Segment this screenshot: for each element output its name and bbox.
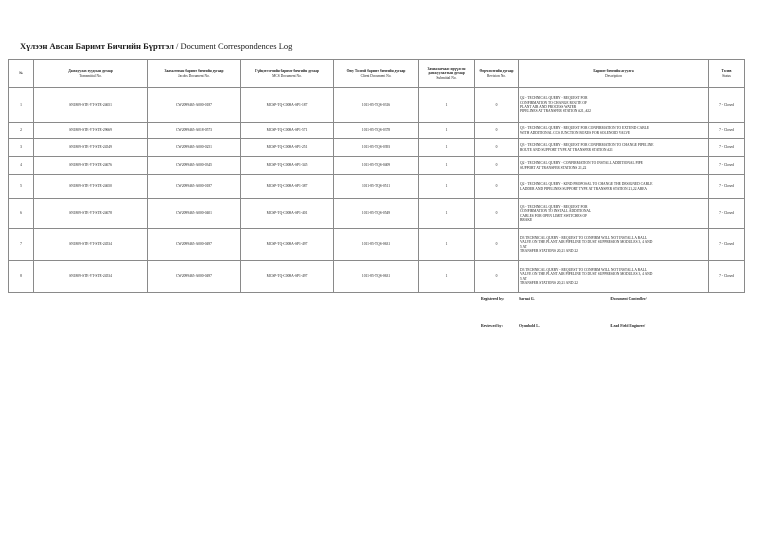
cell-status: 7 - Closed xyxy=(709,123,745,139)
table-row xyxy=(9,229,745,261)
description-line: 5 AT xyxy=(520,244,527,249)
cell-jacobs-doc: CW2099465-A000-0187 xyxy=(148,175,241,199)
cell-no: 5 xyxy=(9,175,34,199)
col-header-client-doc: Оюу Толгой баримт бичгийн дугаар Client Document No. xyxy=(334,60,419,88)
cell-submittal: 1 xyxy=(419,229,475,261)
description-line: D3 TECHNICAL QUERY - REQUEST TO CONFIRM WILL NOT INSTALL A BALL xyxy=(520,235,648,240)
table-row xyxy=(9,88,745,123)
description-line: VALVE ON THE PLANT AIR PIPELINE TO DUST SUPPRESION MODULES 3, 4 AND xyxy=(520,240,653,245)
cell-mcs-doc: MCSP-TQ-C008A-SP1-401 xyxy=(241,199,334,229)
cell-no: 6 xyxy=(9,199,34,229)
cell-jacobs-doc: CW2099465-A000-0497 xyxy=(148,261,241,293)
reviewed-by-role: /Lead Field Engineer/ xyxy=(610,324,646,328)
cell-jacobs-doc: CW2099465-A000-0345 xyxy=(148,157,241,175)
cell-description xyxy=(519,123,709,139)
cell-transmittal: SN1809-STE-VT-STE-24549 xyxy=(34,139,148,157)
cell-status: 7 - Closed xyxy=(709,175,745,199)
cell-client-doc: 1011-85-TQS-0316 xyxy=(334,88,419,123)
cell-revision: 0 xyxy=(475,229,519,261)
cell-jacobs-doc: CW2099465-A000-0187 xyxy=(148,88,241,123)
header-row xyxy=(9,60,745,88)
description-line: PIPELINES AT TRANSFER STATION #21, #22 xyxy=(520,109,591,114)
description-line: WITH ADDITIONAL CCS JUNCTION BOXES FOR SOLENOID VALVE xyxy=(520,130,631,135)
cell-status: 7 - Closed xyxy=(709,157,745,175)
cell-revision: 0 xyxy=(475,199,519,229)
cell-submittal: 1 xyxy=(419,88,475,123)
col-header-submittal: Захиалагчаас ирүүлсэн дамжуулалтын дугаар Submittal No. xyxy=(419,60,475,88)
description-line: Q3 - TECHNICAL QUERY - REQUEST FOR xyxy=(520,204,588,209)
cell-submittal: 1 xyxy=(419,139,475,157)
col-header-revision: Өөрчлөлтийн дугаар Revision No. xyxy=(475,60,519,88)
page-title xyxy=(20,41,292,51)
col-header-description: Баримт бичгийн агуулга Description xyxy=(519,60,709,88)
cell-description xyxy=(519,175,709,199)
cell-mcs-doc: MCSP-TQ-C008A-SP1-387 xyxy=(241,175,334,199)
cell-client-doc: 1011-85-TQS-0631 xyxy=(334,261,419,293)
cell-submittal: 1 xyxy=(419,123,475,139)
description-line: TRANSFER STATIONS 20,21 AND 22 xyxy=(520,248,578,253)
cell-revision: 0 xyxy=(475,88,519,123)
cell-client-doc: 1011-85-TQS-0378 xyxy=(334,123,419,139)
col-header-transmittal: Дамжуулах хуудсын дугаар Transmittal No. xyxy=(34,60,148,88)
description-line: Q2 - TECHNICAL QUERY - REQUEST FOR xyxy=(520,96,588,101)
cell-mcs-doc: MCSP-TQ-C008A-SP1-497 xyxy=(241,261,334,293)
cell-transmittal: SN1809-STE-VT-STE-24534 xyxy=(34,229,148,261)
cell-description xyxy=(519,88,709,123)
cell-transmittal: SN1809-STE-VT-STE-24534 xyxy=(34,261,148,293)
cell-description xyxy=(519,157,709,175)
cell-no: 4 xyxy=(9,157,34,175)
cell-transmittal: SN1809-STE-VT-STE-24676 xyxy=(34,157,148,175)
cell-jacobs-doc: CW2099465-A000-0401 xyxy=(148,199,241,229)
description-line: CONFIRMATION TO INSTALL ADDITIONAL xyxy=(520,209,592,214)
cell-no: 7 xyxy=(9,229,34,261)
registered-by-name: Sarnai G. xyxy=(519,297,535,301)
col-header-jacobs-doc: Заахалчтын баримт бичгийн дугаар Jacobs Document No. xyxy=(148,60,241,88)
cell-transmittal: SN1809-STE-VT-STE-24650 xyxy=(34,175,148,199)
cell-client-doc: 1011-85-TQS-0409 xyxy=(334,157,419,175)
cell-no: 8 xyxy=(9,261,34,293)
col-header-status: Төлөв Status xyxy=(709,60,745,88)
table-row xyxy=(9,139,745,157)
description-line: BRAKE xyxy=(520,217,533,222)
reviewed-by-name: Oyunbold L. xyxy=(519,324,540,328)
cell-status: 7 - Closed xyxy=(709,261,745,293)
col-header-no: № xyxy=(9,60,34,88)
cell-revision: 0 xyxy=(475,123,519,139)
registered-by-label: Registered by: xyxy=(481,297,505,301)
cell-no: 2 xyxy=(9,123,34,139)
cell-submittal: 1 xyxy=(419,175,475,199)
cell-mcs-doc: MCSP-TQ-C008A-SP1-251 xyxy=(241,139,334,157)
cell-client-doc: 1011-85-TQS-0549 xyxy=(334,199,419,229)
table-row xyxy=(9,199,745,229)
description-line: SUPPORT AT TRANSFER STATIONS 21,22 xyxy=(520,165,587,170)
description-line: Q3 - TECHNICAL QUERY - REQUEST FOR CONFIRMATION TO CHANGE PIPELINE xyxy=(520,143,654,148)
cell-jacobs-doc: CW2099465-A018-0573 xyxy=(148,123,241,139)
cell-description xyxy=(519,199,709,229)
description-line: PLANT AIR AND PROCESS WATER xyxy=(520,105,577,109)
registered-by-role: /Document Controller/ xyxy=(610,297,647,301)
title-english: / Document Correspondences Log xyxy=(176,41,293,51)
description-line: CABLES FOR OPEN LIMIT SWITCHES OF xyxy=(520,213,588,218)
cell-revision: 0 xyxy=(475,261,519,293)
cell-status: 7 - Closed xyxy=(709,88,745,123)
cell-mcs-doc: MCSP-TQ-C008A-SP1-497 xyxy=(241,229,334,261)
cell-revision: 0 xyxy=(475,175,519,199)
cell-mcs-doc: MCSP-TQ-C008A-SP1-571 xyxy=(241,123,334,139)
cell-no: 3 xyxy=(9,139,34,157)
table-row xyxy=(9,157,745,175)
cell-revision: 0 xyxy=(475,157,519,175)
cell-status: 7 - Closed xyxy=(709,139,745,157)
cell-transmittal: SN1809-STE-VT-STE-24651 xyxy=(34,88,148,123)
cell-transmittal: SN1809-STE-VT-STE-29669 xyxy=(34,123,148,139)
description-line: 5 AT xyxy=(520,276,527,281)
cell-mcs-doc: MCSP-TQ-C008A-SP1-187 xyxy=(241,88,334,123)
cell-status: 7 - Closed xyxy=(709,199,745,229)
title-mongolian: Хүлээн Авсан Баримт Бичгийн Бүртгэл xyxy=(20,41,174,51)
cell-no: 1 xyxy=(9,88,34,123)
description-line: ROUTE AND SUPPORT TYPE AT TRANSFER STATION #21 xyxy=(520,147,613,152)
table-row xyxy=(9,123,745,139)
cell-jacobs-doc: CW2099465-A000-0251 xyxy=(148,139,241,157)
table-row xyxy=(9,261,745,293)
correspondence-table xyxy=(8,59,745,293)
cell-mcs-doc: MCSP-TQ-C008A-SP1-345 xyxy=(241,157,334,175)
table-row xyxy=(9,175,745,199)
description-line: D3 TECHNICAL QUERY - REQUEST TO CONFIRM WILL NOT INSTALL A BALL xyxy=(520,267,648,272)
cell-transmittal: SN1809-STE-VT-STE-24678 xyxy=(34,199,148,229)
col-header-mcs-doc: Гүйцэтгэгчийн баримт бичгийн дугаар MCS Document No. xyxy=(241,60,334,88)
cell-jacobs-doc: CW2099465-A000-0497 xyxy=(148,229,241,261)
description-line: VALVE ON THE PLANT AIR PIPELINE TO DUST SUPPRESION MODULES 3, 4 AND xyxy=(520,272,653,277)
cell-description xyxy=(519,261,709,293)
cell-client-doc: 1011-85-TQS-0631 xyxy=(334,229,419,261)
cell-submittal: 1 xyxy=(419,261,475,293)
reviewed-by-label: Reviewed by: xyxy=(481,324,503,328)
cell-description xyxy=(519,139,709,157)
description-line: LADDER AND PIPELINES SUPPORT TYPE AT TRANSFER STATION 21,22 AREA xyxy=(520,186,648,191)
description-line: TRANSFER STATIONS 20,21 AND 22 xyxy=(520,280,578,285)
cell-client-doc: 1011-85-TQS-0511 xyxy=(334,175,419,199)
cell-description xyxy=(519,229,709,261)
description-line: Q2 - TECHNICAL QUERY - CONFIRMATION TO INSTALL ADDITIONAL PIPE xyxy=(520,161,643,166)
description-line: CONFIRMATION TO CHANGE ROUTE OF xyxy=(520,100,587,105)
cell-status: 7 - Closed xyxy=(709,229,745,261)
cell-submittal: 1 xyxy=(419,157,475,175)
cell-client-doc: 1011-85-TQS-0393 xyxy=(334,139,419,157)
description-line: Q2 - TECHNICAL QUERY - KIND PROPOSAL TO CHANGE THE DESIGNED CABLE xyxy=(520,182,653,187)
cell-revision: 0 xyxy=(475,139,519,157)
cell-submittal: 1 xyxy=(419,199,475,229)
description-line: Q3 - TECHNICAL QUERY - REQUEST FOR CONFIRMATION TO EXTEND CABLE xyxy=(520,126,650,131)
